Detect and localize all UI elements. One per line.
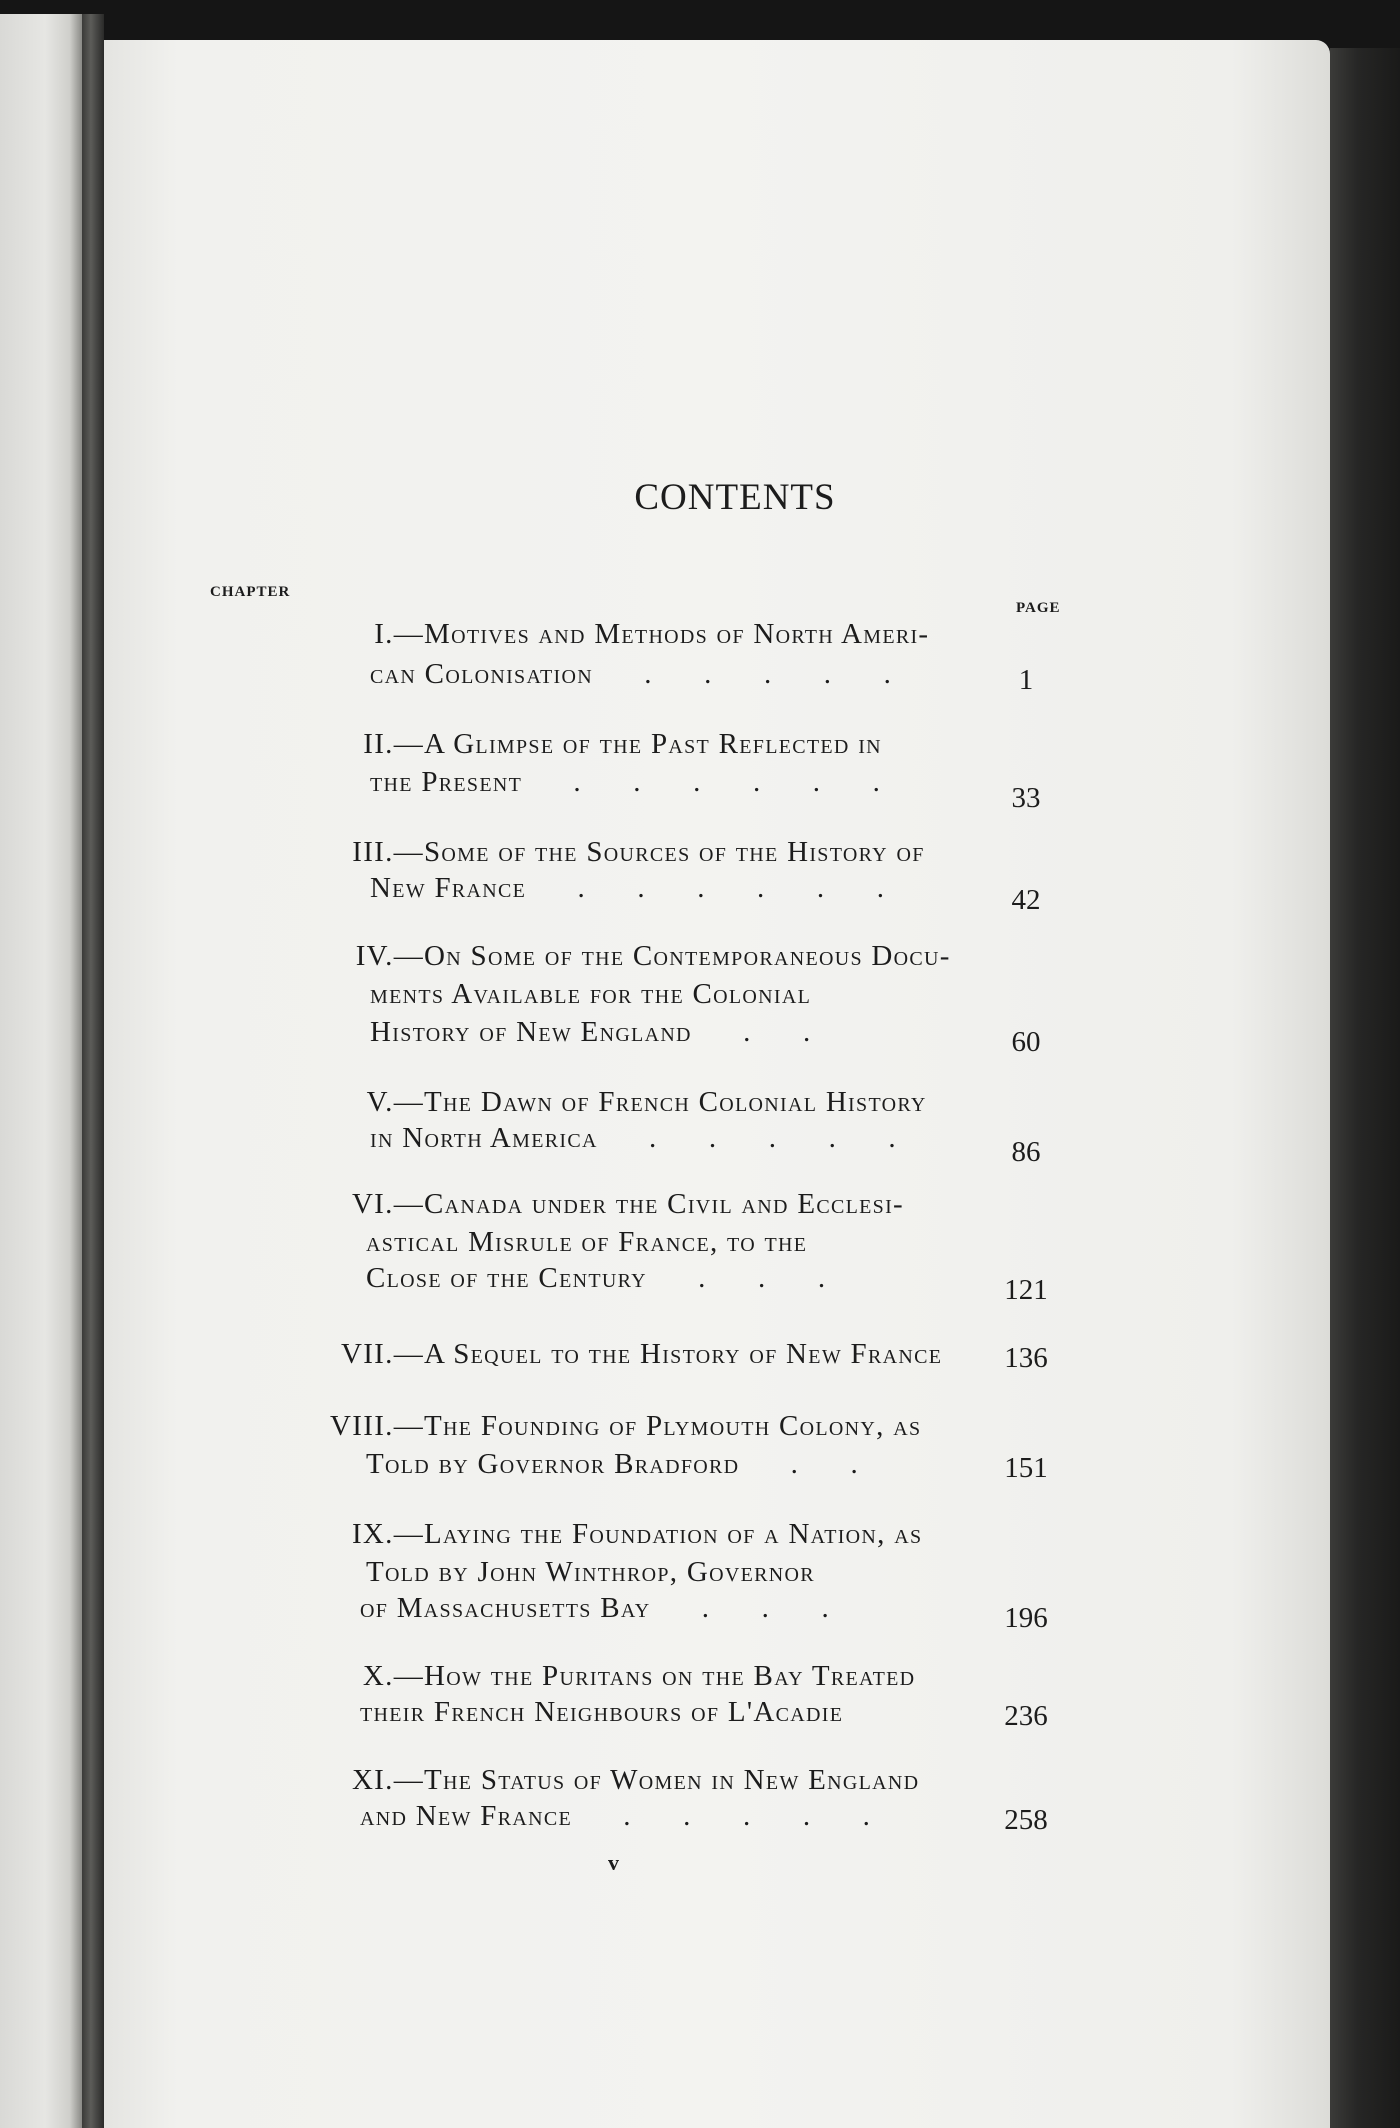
chapter-title-line: can Colonisation . . . . . (370, 658, 893, 690)
chapter-numeral: I.— (374, 618, 424, 650)
chapter-title-line: Close of the Century . . . (366, 1262, 827, 1294)
page-title: CONTENTS (634, 477, 836, 518)
page-number: 258 (1004, 1804, 1048, 1836)
toc-entry (104, 1188, 1330, 1318)
chapter-title-line: Canada under the Civil and Ecclesi- (424, 1188, 904, 1220)
chapter-title-line: and New France . . . . . (360, 1800, 872, 1832)
book-page-edges (1330, 48, 1400, 2128)
chapter-numeral: II.— (363, 728, 424, 760)
chapter-column-label: CHAPTER (210, 584, 291, 600)
chapter-numeral: IV.— (355, 940, 424, 972)
chapter-title-line: Some of the Sources of the History of (424, 836, 925, 868)
chapter-title-line: of Massachusetts Bay . . . (360, 1592, 831, 1624)
chapter-title-line: their French Neighbours of L'Acadie (360, 1696, 844, 1728)
chapter-title-line: History of New England . . (370, 1016, 812, 1048)
chapter-title-line: the Present . . . . . . (370, 766, 882, 798)
book-gutter (82, 14, 104, 2128)
chapter-numeral: VIII.— (330, 1410, 424, 1442)
page-number: 196 (1004, 1602, 1048, 1634)
previous-page-edge (0, 14, 82, 2128)
chapter-numeral: VII.— (340, 1338, 424, 1370)
page-column-label: PAGE (1016, 600, 1061, 616)
chapter-title-line: Laying the Foundation of a Nation, as (424, 1518, 923, 1550)
toc-entry (104, 940, 1330, 1070)
toc-entry (104, 618, 1330, 728)
chapter-numeral: XI.— (351, 1764, 424, 1796)
chapter-numeral: IX.— (351, 1518, 424, 1550)
contents-page (104, 40, 1330, 2128)
chapter-title-line: The Founding of Plymouth Colony, as (424, 1410, 922, 1442)
page-number: 60 (1011, 1026, 1041, 1058)
page-number: 136 (1004, 1342, 1048, 1374)
chapter-title-line: On Some of the Contemporaneous Docu- (424, 940, 951, 972)
chapter-numeral: V.— (366, 1086, 424, 1118)
page-number: 236 (1004, 1700, 1048, 1732)
chapter-numeral: VI.— (351, 1188, 424, 1220)
toc-entry (104, 1410, 1330, 1500)
page-number: 86 (1011, 1136, 1041, 1168)
toc-entry (104, 1338, 1330, 1388)
page-number: 1 (1018, 664, 1034, 696)
chapter-title-line: Motives and Methods of North Ameri- (424, 618, 930, 650)
page-number: 121 (1004, 1274, 1048, 1306)
toc-entry (104, 1086, 1330, 1186)
chapter-title-line: astical Misrule of France, to the (366, 1226, 808, 1258)
toc-entry (104, 728, 1330, 838)
toc-entry (104, 1660, 1330, 1750)
chapter-title-line: How the Puritans on the Bay Treated (424, 1660, 916, 1692)
toc-entry (104, 836, 1330, 936)
page-number: 42 (1011, 884, 1041, 916)
page-content (104, 40, 1330, 2128)
toc-entry (104, 1518, 1330, 1648)
chapter-title-line: ments Available for the Colonial (370, 978, 812, 1010)
chapter-title-line: The Dawn of French Colonial History (424, 1086, 927, 1118)
toc-entry (104, 1764, 1330, 1854)
chapter-numeral: X.— (362, 1660, 424, 1692)
chapter-title-line: The Status of Women in New England (424, 1764, 920, 1796)
chapter-title-line: Told by Governor Bradford . . (366, 1448, 860, 1480)
page-number: 151 (1004, 1452, 1048, 1484)
chapter-title-line: Told by John Winthrop, Governor (366, 1556, 815, 1588)
chapter-title-line: New France . . . . . . (370, 872, 886, 904)
page-folio: v (608, 1850, 619, 1875)
page-number: 33 (1011, 782, 1041, 814)
chapter-title-line: A Sequel to the History of New France (424, 1338, 943, 1370)
chapter-numeral: III.— (352, 836, 424, 868)
chapter-title-line: in North America . . . . . (370, 1122, 897, 1154)
chapter-title-line: A Glimpse of the Past Reflected in (424, 728, 882, 760)
